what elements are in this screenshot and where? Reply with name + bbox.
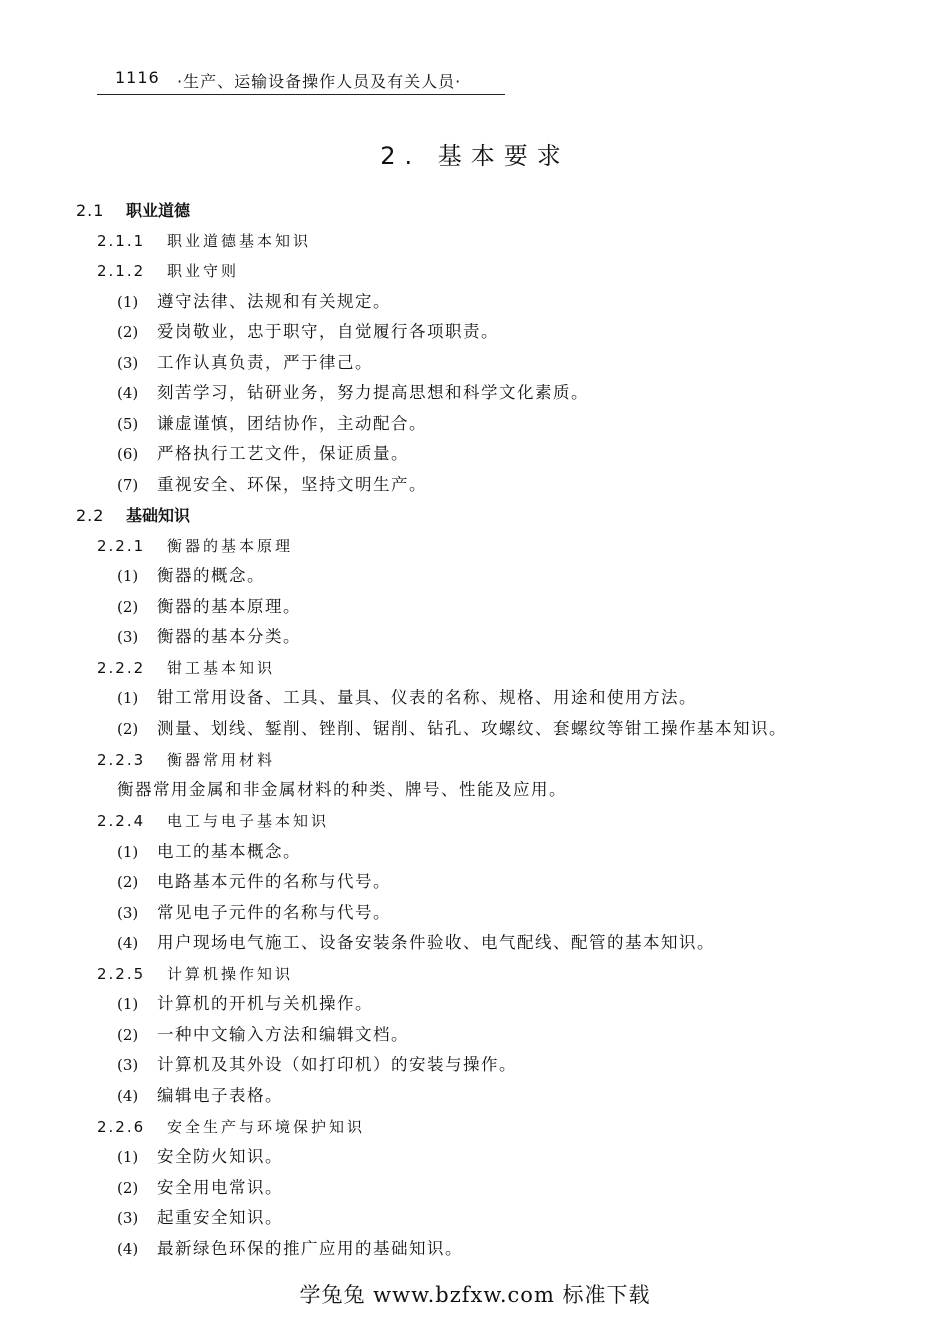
list-item: (1) 遵守法律、法规和有关规定。 — [117, 292, 391, 311]
list-item: (3) 常见电子元件的名称与代号。 — [117, 903, 391, 922]
list-item: (1) 计算机的开机与关机操作。 — [117, 994, 373, 1013]
subsection-heading: 2.2.2 钳工基本知识 — [97, 659, 276, 677]
subsection-heading: 2.2.5 计算机操作知识 — [97, 965, 294, 983]
list-item: (1) 安全防火知识。 — [117, 1147, 283, 1166]
list-item: (2) 爱岗敬业，忠于职守，自觉履行各项职责。 — [117, 322, 499, 341]
page-header — [97, 68, 505, 95]
list-item: (3) 衡器的基本分类。 — [117, 627, 301, 646]
subsection-heading: 2.1.2 职业守则 — [97, 262, 240, 280]
section-heading: 2.1 职业道德 — [76, 201, 191, 220]
paragraph: 衡器常用金属和非金属材料的种类、牌号、性能及应用。 — [117, 780, 567, 799]
list-item: (2) 一种中文输入方法和编辑文档。 — [117, 1025, 409, 1044]
list-item: (1) 电工的基本概念。 — [117, 842, 301, 861]
list-item: (1) 衡器的概念。 — [117, 566, 265, 585]
list-item: (3) 计算机及其外设（如打印机）的安装与操作。 — [117, 1055, 517, 1074]
list-item: (7) 重视安全、环保，坚持文明生产。 — [117, 475, 427, 494]
list-item: (3) 工作认真负责，严于律己。 — [117, 353, 373, 372]
chapter-title: 2. 基本要求 — [380, 142, 570, 170]
page-number: 1116 — [115, 68, 160, 87]
subsection-heading: 2.1.1 职业道德基本知识 — [97, 232, 312, 250]
subsection-heading: 2.2.1 衡器的基本原理 — [97, 537, 294, 555]
subsection-heading: 2.2.3 衡器常用材料 — [97, 751, 276, 769]
list-item: (6) 严格执行工艺文件，保证质量。 — [117, 444, 409, 463]
list-item: (5) 谦虚谨慎，团结协作，主动配合。 — [117, 414, 427, 433]
subsection-heading: 2.2.4 电工与电子基本知识 — [97, 812, 330, 830]
section-heading: 2.2 基础知识 — [76, 506, 191, 525]
list-item: (3) 起重安全知识。 — [117, 1208, 283, 1227]
list-item: (2) 安全用电常识。 — [117, 1178, 283, 1197]
running-title: ·生产、运输设备操作人员及有关人员· — [177, 72, 462, 91]
list-item: (2) 衡器的基本原理。 — [117, 597, 301, 616]
list-item: (4) 最新绿色环保的推广应用的基础知识。 — [117, 1239, 463, 1258]
list-item: (4) 用户现场电气施工、设备安装条件验收、电气配线、配管的基本知识。 — [117, 933, 715, 952]
list-item: (4) 刻苦学习，钻研业务，努力提高思想和科学文化素质。 — [117, 383, 589, 402]
subsection-heading: 2.2.6 安全生产与环境保护知识 — [97, 1118, 366, 1136]
list-item: (2) 电路基本元件的名称与代号。 — [117, 872, 391, 891]
list-item: (1) 钳工常用设备、工具、量具、仪表的名称、规格、用途和使用方法。 — [117, 688, 697, 707]
list-item: (4) 编辑电子表格。 — [117, 1086, 283, 1105]
watermark-footer: 学兔兔 www.bzfxw.com 标准下载 — [299, 1283, 651, 1307]
list-item: (2) 测量、划线、錾削、锉削、锯削、钻孔、攻螺纹、套螺纹等钳工操作基本知识。 — [117, 719, 787, 738]
